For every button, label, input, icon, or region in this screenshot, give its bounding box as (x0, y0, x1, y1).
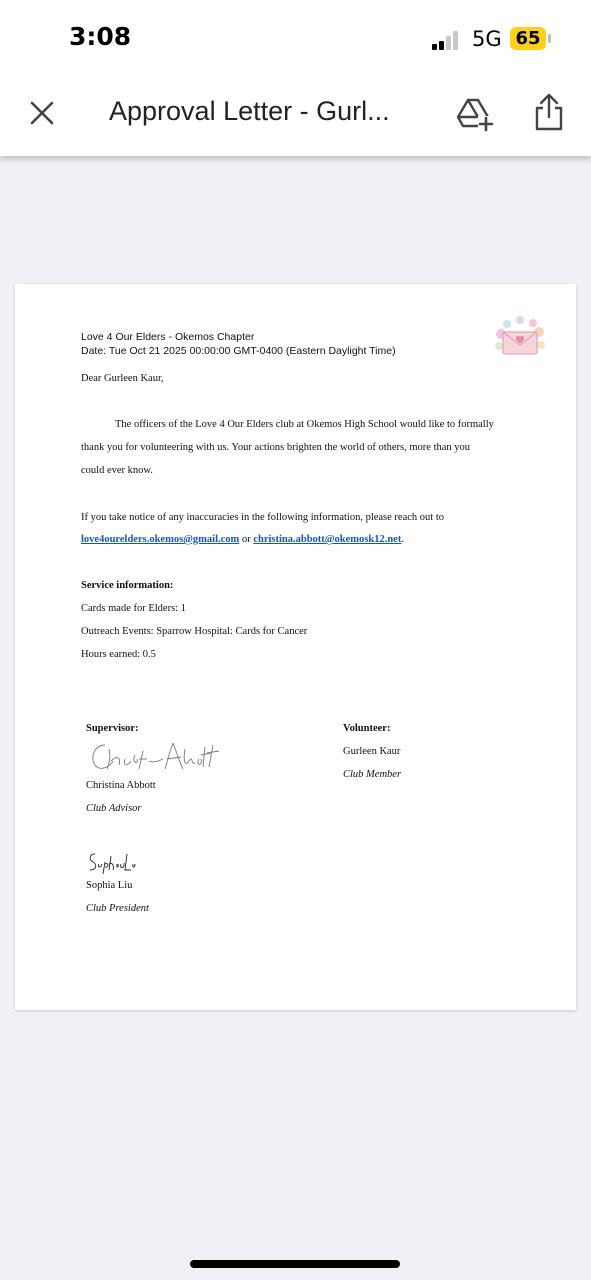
paragraph-line: If you take notice of any inaccuracies in the following information, please reach out to (81, 512, 444, 523)
supervisor-signature (87, 739, 227, 775)
battery-tip (548, 34, 551, 43)
president-role: Club President (86, 903, 149, 914)
add-to-drive-button[interactable] (456, 96, 494, 132)
network-type: 5G (472, 27, 502, 51)
email-link-advisor[interactable]: christina.abbott@okemosk12.net (253, 534, 402, 545)
signal-strength-icon (432, 30, 462, 50)
letter-date: Date: Tue Oct 21 2025 00:00:00 GMT-0400 (Eastern Daylight Time) (81, 345, 396, 357)
volunteer-heading: Volunteer: (343, 723, 391, 734)
or-text: or (241, 534, 251, 545)
close-button[interactable] (26, 97, 58, 129)
service-heading: Service information: (81, 580, 174, 591)
top-bar (0, 0, 591, 156)
paragraph-line: The officers of the Love 4 Our Elders club at Okemos High School would like to formally (115, 419, 494, 430)
share-button[interactable] (532, 92, 566, 132)
document-title: Approval Letter - Gurl... (109, 96, 390, 126)
supervisor-role: Club Advisor (86, 803, 142, 814)
volunteer-role: Club Member (343, 769, 402, 780)
add-to-drive-icon (456, 96, 494, 132)
document-page (15, 284, 576, 1010)
cards-made: Cards made for Elders: 1 (81, 603, 186, 614)
volunteer-name: Gurleen Kaur (343, 746, 401, 757)
battery-indicator: 65 (510, 27, 546, 50)
paragraph-line: thank you for volunteering with us. Your actions brighten the world of others, more than you (81, 442, 471, 453)
org-name: Love 4 Our Elders - Okemos Chapter (81, 331, 255, 343)
contact-line (81, 534, 404, 545)
close-icon (26, 97, 58, 129)
president-name: Sophia Liu (86, 880, 133, 891)
supervisor-heading: Supervisor: (86, 723, 139, 734)
period-text: . (401, 534, 404, 545)
paragraph-line: could ever know. (81, 465, 153, 476)
status-time: 3:08 (69, 22, 132, 51)
email-link-club[interactable]: love4ourelders.okemos@gmail.com (81, 534, 240, 545)
home-indicator[interactable] (190, 1260, 400, 1268)
supervisor-name: Christina Abbott (86, 780, 156, 791)
salutation: Dear Gurleen Kaur, (81, 373, 164, 384)
president-signature (87, 850, 137, 874)
outreach-events: Outreach Events: Sparrow Hospital: Cards for Cancer (81, 626, 308, 637)
share-icon (532, 92, 566, 132)
hours-earned: Hours earned: 0.5 (81, 649, 156, 660)
envelope-flowers-logo (491, 312, 549, 360)
